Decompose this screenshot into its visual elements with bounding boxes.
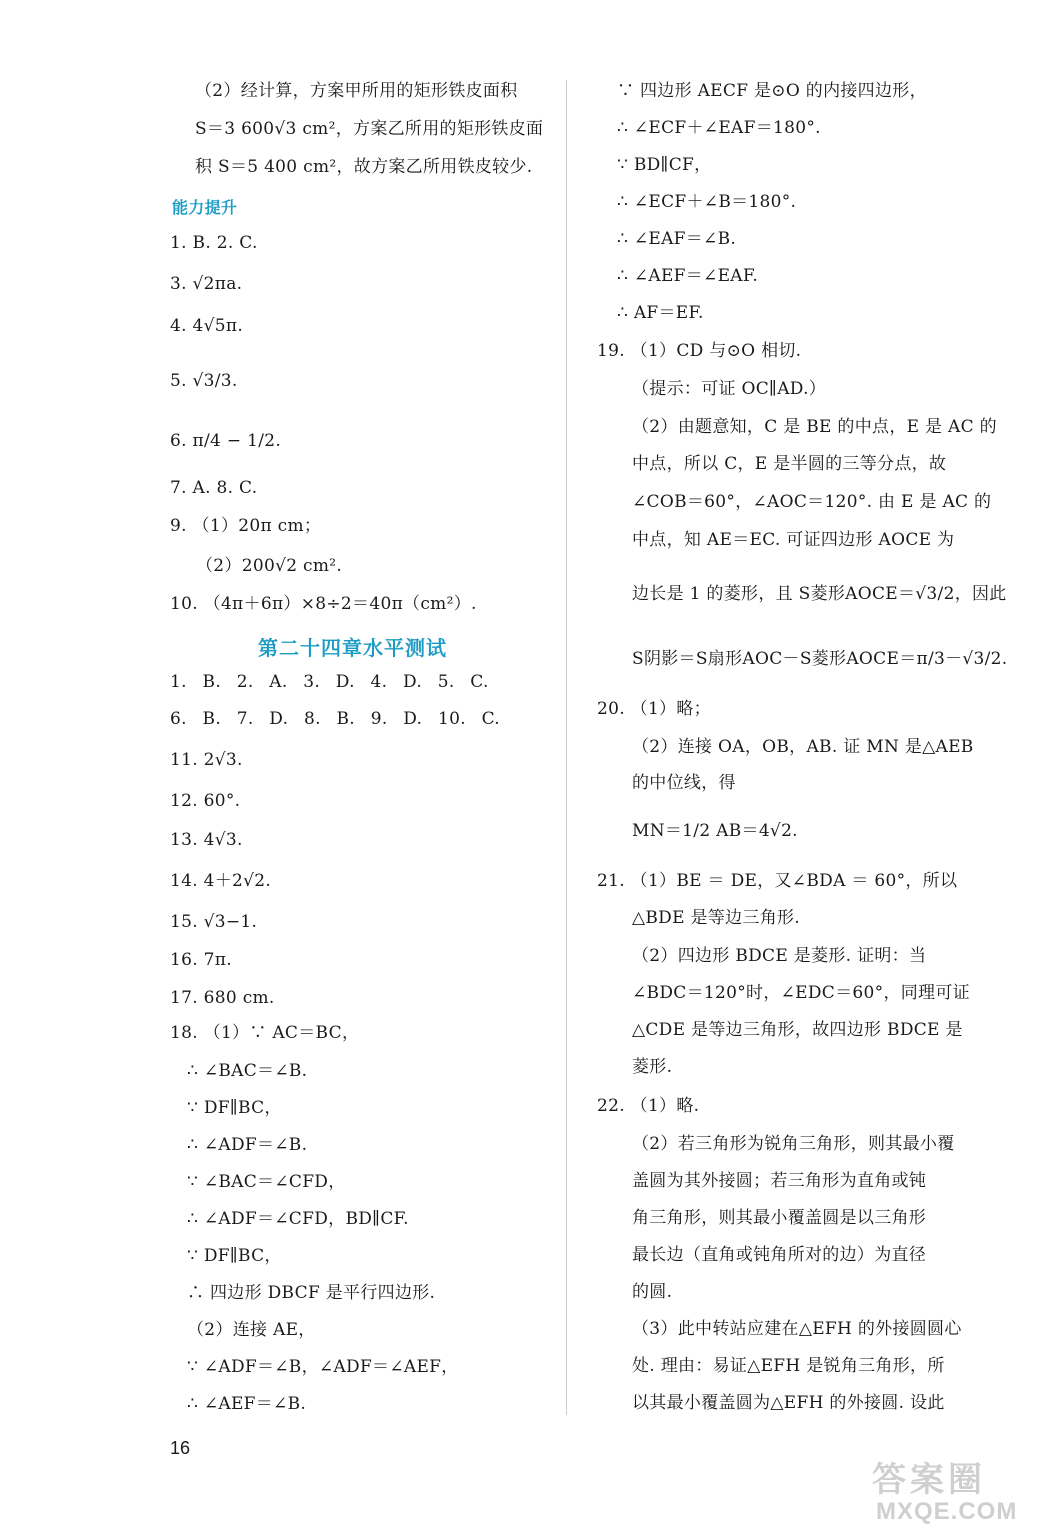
answer-line: ∴ ∠ECF＋∠B＝180°. [617, 192, 797, 212]
column-divider [566, 80, 567, 1415]
answer-line: 4. 4√5π. [170, 316, 244, 336]
answer-line: （提示：可证 OC∥AD.） [632, 379, 827, 399]
answer-line: 14. 4＋2√2. [170, 871, 272, 891]
answer-line: （2）连接 OA，OB，AB. 证 MN 是△AEB [632, 737, 974, 757]
answer-line: MN＝1/2 AB＝4√2. [632, 821, 798, 841]
answer-line: ∴ ∠AEF＝∠EAF. [617, 266, 759, 286]
answer-line: ∴ ∠ADF＝∠CFD，BD∥CF. [187, 1209, 409, 1229]
answer-line: （2）连接 AE， [187, 1320, 316, 1340]
answer-line: ∴ ∠EAF＝∠B. [617, 229, 737, 249]
answer-line: 1. B. 2. A. 3. D. 4. D. 5. C. [170, 672, 489, 692]
answer-line: 最长边（直角或钝角所对的边）为直径 [632, 1245, 927, 1265]
answer-line: 的中位线，得 [632, 773, 736, 793]
answer-line: ∵ 四边形 AECF 是⊙O 的内接四边形， [617, 81, 927, 101]
answer-line: ∴ ∠ECF＋∠EAF＝180°. [617, 118, 821, 138]
watermark-en: MXQE.COM [876, 1498, 1018, 1525]
answer-line: ∠BDC＝120°时，∠EDC＝60°，同理可证 [632, 983, 970, 1003]
answer-line: 边长是 1 的菱形，且 S菱形AOCE＝√3/2，因此 [632, 584, 1007, 604]
answer-line: 角三角形，则其最小覆盖圆是以三角形 [632, 1208, 927, 1228]
answer-line: 处. 理由：易证△EFH 是锐角三角形，所 [632, 1356, 945, 1376]
answer-line: ∴ ∠BAC＝∠B. [187, 1061, 308, 1081]
answer-line: （3）此中转站应建在△EFH 的外接圆圆心 [632, 1319, 962, 1339]
answer-line: 13. 4√3. [170, 830, 243, 850]
answer-line: （2）由题意知，C 是 BE 的中点，E 是 AC 的 [632, 417, 997, 437]
answer-line: S＝3 600√3 cm²，方案乙所用的矩形铁皮面 [195, 119, 544, 139]
answer-line: （2）若三角形为锐角三角形，则其最小覆 [632, 1134, 955, 1154]
answer-line: 10. （4π＋6π）×8÷2＝40π（cm²）. [170, 594, 477, 614]
answer-line: （2）经计算，方案甲所用的矩形铁皮面积 [195, 81, 518, 101]
watermark-cn: 答案圈 [872, 1461, 986, 1499]
answer-line: 的圆. [632, 1282, 673, 1302]
answer-line: 菱形. [632, 1057, 673, 1077]
answer-line: 中点，知 AE＝EC. 可证四边形 AOCE 为 [632, 530, 955, 550]
answer-line: 22. （1）略. [597, 1096, 700, 1116]
answer-line: 5. √3/3. [170, 371, 238, 391]
answer-line: △CDE 是等边三角形，故四边形 BDCE 是 [632, 1020, 963, 1040]
answer-line: S阴影＝S扇形AOC－S菱形AOCE＝π/3－√3/2. [632, 649, 1008, 669]
answer-line: 以其最小覆盖圆为△EFH 的外接圆. 设此 [632, 1393, 945, 1413]
answer-line: 6. π/4 − 1/2. [170, 431, 282, 451]
answer-line: 1. B. 2. C. [170, 233, 258, 253]
answer-line: 17. 680 cm. [170, 988, 275, 1008]
answer-line: 中点，所以 C，E 是半圆的三等分点，故 [632, 454, 947, 474]
answer-line: （2）200√2 cm². [196, 556, 343, 576]
answer-line: 积 S＝5 400 cm²，故方案乙所用铁皮较少. [195, 157, 533, 177]
answer-line: ∴ ∠AEF＝∠B. [187, 1394, 307, 1414]
answer-line: 7. A. 8. C. [170, 478, 258, 498]
answer-line: 盖圆为其外接圆；若三角形为直角或钝 [632, 1171, 927, 1191]
answer-line: 21. （1）BE ＝ DE，又∠BDA ＝ 60°，所以 [597, 871, 958, 891]
chapter-test-title: 第二十四章水平测试 [258, 636, 447, 660]
answer-line: 20. （1）略； [597, 699, 711, 719]
section-heading: 能力提升 [172, 198, 238, 217]
page-number: 16 [170, 1438, 191, 1458]
answer-line: 15. √3−1. [170, 912, 258, 932]
answer-line: ∵ BD∥CF， [617, 155, 712, 175]
answer-line: ∴ AF＝EF. [617, 303, 704, 323]
answer-line: 11. 2√3. [170, 750, 243, 770]
answer-line: ∵ ∠ADF＝∠B，∠ADF＝∠AEF， [187, 1357, 459, 1377]
answer-line: 19. （1）CD 与⊙O 相切. [597, 341, 802, 361]
answer-line: ∵ DF∥BC， [187, 1098, 282, 1118]
answer-line: 12. 60°. [170, 791, 241, 811]
answer-line: 18. （1）∵ AC＝BC， [170, 1023, 360, 1043]
answer-line: ∠COB＝60°，∠AOC＝120°. 由 E 是 AC 的 [632, 492, 992, 512]
answer-line: ∴ ∠ADF＝∠B. [187, 1135, 308, 1155]
answer-line: （2）四边形 BDCE 是菱形. 证明：当 [632, 946, 927, 966]
answer-line: ∵ ∠BAC＝∠CFD， [187, 1172, 346, 1192]
answer-line: 6. B. 7. D. 8. B. 9. D. 10. C. [170, 709, 501, 729]
answer-line: ∴ 四边形 DBCF 是平行四边形. [187, 1283, 436, 1303]
answer-line: ∵ DF∥BC， [187, 1246, 282, 1266]
watermark-logo [868, 1452, 1038, 1528]
answer-line: 16. 7π. [170, 950, 232, 970]
answer-line: 3. √2πa. [170, 274, 243, 294]
answer-line: △BDE 是等边三角形. [632, 908, 801, 928]
answer-line: 9. （1）20π cm； [170, 516, 322, 536]
